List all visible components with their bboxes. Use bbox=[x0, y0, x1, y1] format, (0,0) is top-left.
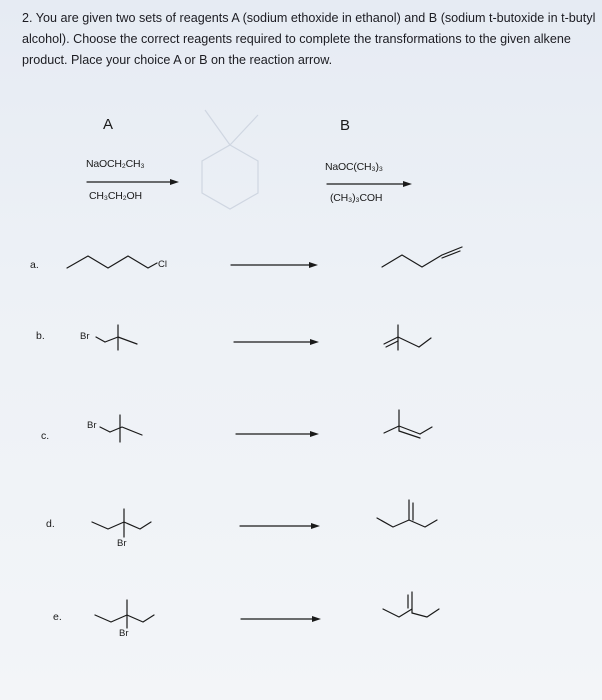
reagent-a-header: A bbox=[103, 116, 114, 133]
reaction-d-product bbox=[377, 500, 437, 527]
reaction-c-starting-material bbox=[100, 415, 142, 442]
reaction-c-halogen: Br bbox=[87, 420, 97, 431]
reaction-d-label: d. bbox=[46, 518, 55, 530]
reaction-a-halogen: Cl bbox=[158, 259, 167, 270]
reaction-a-starting-material bbox=[67, 256, 157, 268]
reaction-a-product bbox=[382, 247, 462, 267]
reaction-d-halogen: Br bbox=[117, 538, 127, 549]
reaction-e-product bbox=[383, 592, 439, 617]
reaction-c-arrow bbox=[236, 431, 319, 437]
reaction-e-label: e. bbox=[53, 611, 62, 623]
reaction-b-halogen: Br bbox=[80, 331, 90, 342]
problem-text: You are given two sets of reagents A (sodium ethoxide in ethanol) and B (sodium t-butoxide in t-butyl alcohol). Choose the correct reagents required to complete the transformations to the given alkene product. Place your choice A or B on the reaction arrow. bbox=[22, 11, 596, 67]
reaction-a-label: a. bbox=[30, 259, 39, 271]
reaction-e-starting-material bbox=[95, 600, 154, 628]
reaction-b-arrow bbox=[234, 339, 319, 345]
reaction-b-starting-material bbox=[96, 325, 137, 350]
reaction-e-halogen: Br bbox=[119, 628, 129, 639]
reagent-b-solvent: (CH₃)₃COH bbox=[330, 192, 383, 204]
reagent-b-base: NaOC(CH₃)₃ bbox=[325, 161, 383, 173]
reaction-b-label: b. bbox=[36, 330, 45, 342]
reaction-d-arrow bbox=[240, 523, 320, 529]
reagent-a-solvent: CH₃CH₂OH bbox=[89, 190, 142, 202]
reaction-a-arrow bbox=[231, 262, 318, 268]
reaction-e-arrow bbox=[241, 616, 321, 622]
reaction-d-starting-material bbox=[92, 509, 151, 537]
reaction-c-product bbox=[384, 410, 432, 438]
reagent-b-header: B bbox=[340, 117, 351, 134]
problem-number: 2. bbox=[22, 11, 33, 25]
reaction-b-product bbox=[384, 325, 431, 350]
reaction-c-label: c. bbox=[41, 430, 50, 442]
reagent-a-base: NaOCH₂CH₃ bbox=[86, 158, 145, 170]
